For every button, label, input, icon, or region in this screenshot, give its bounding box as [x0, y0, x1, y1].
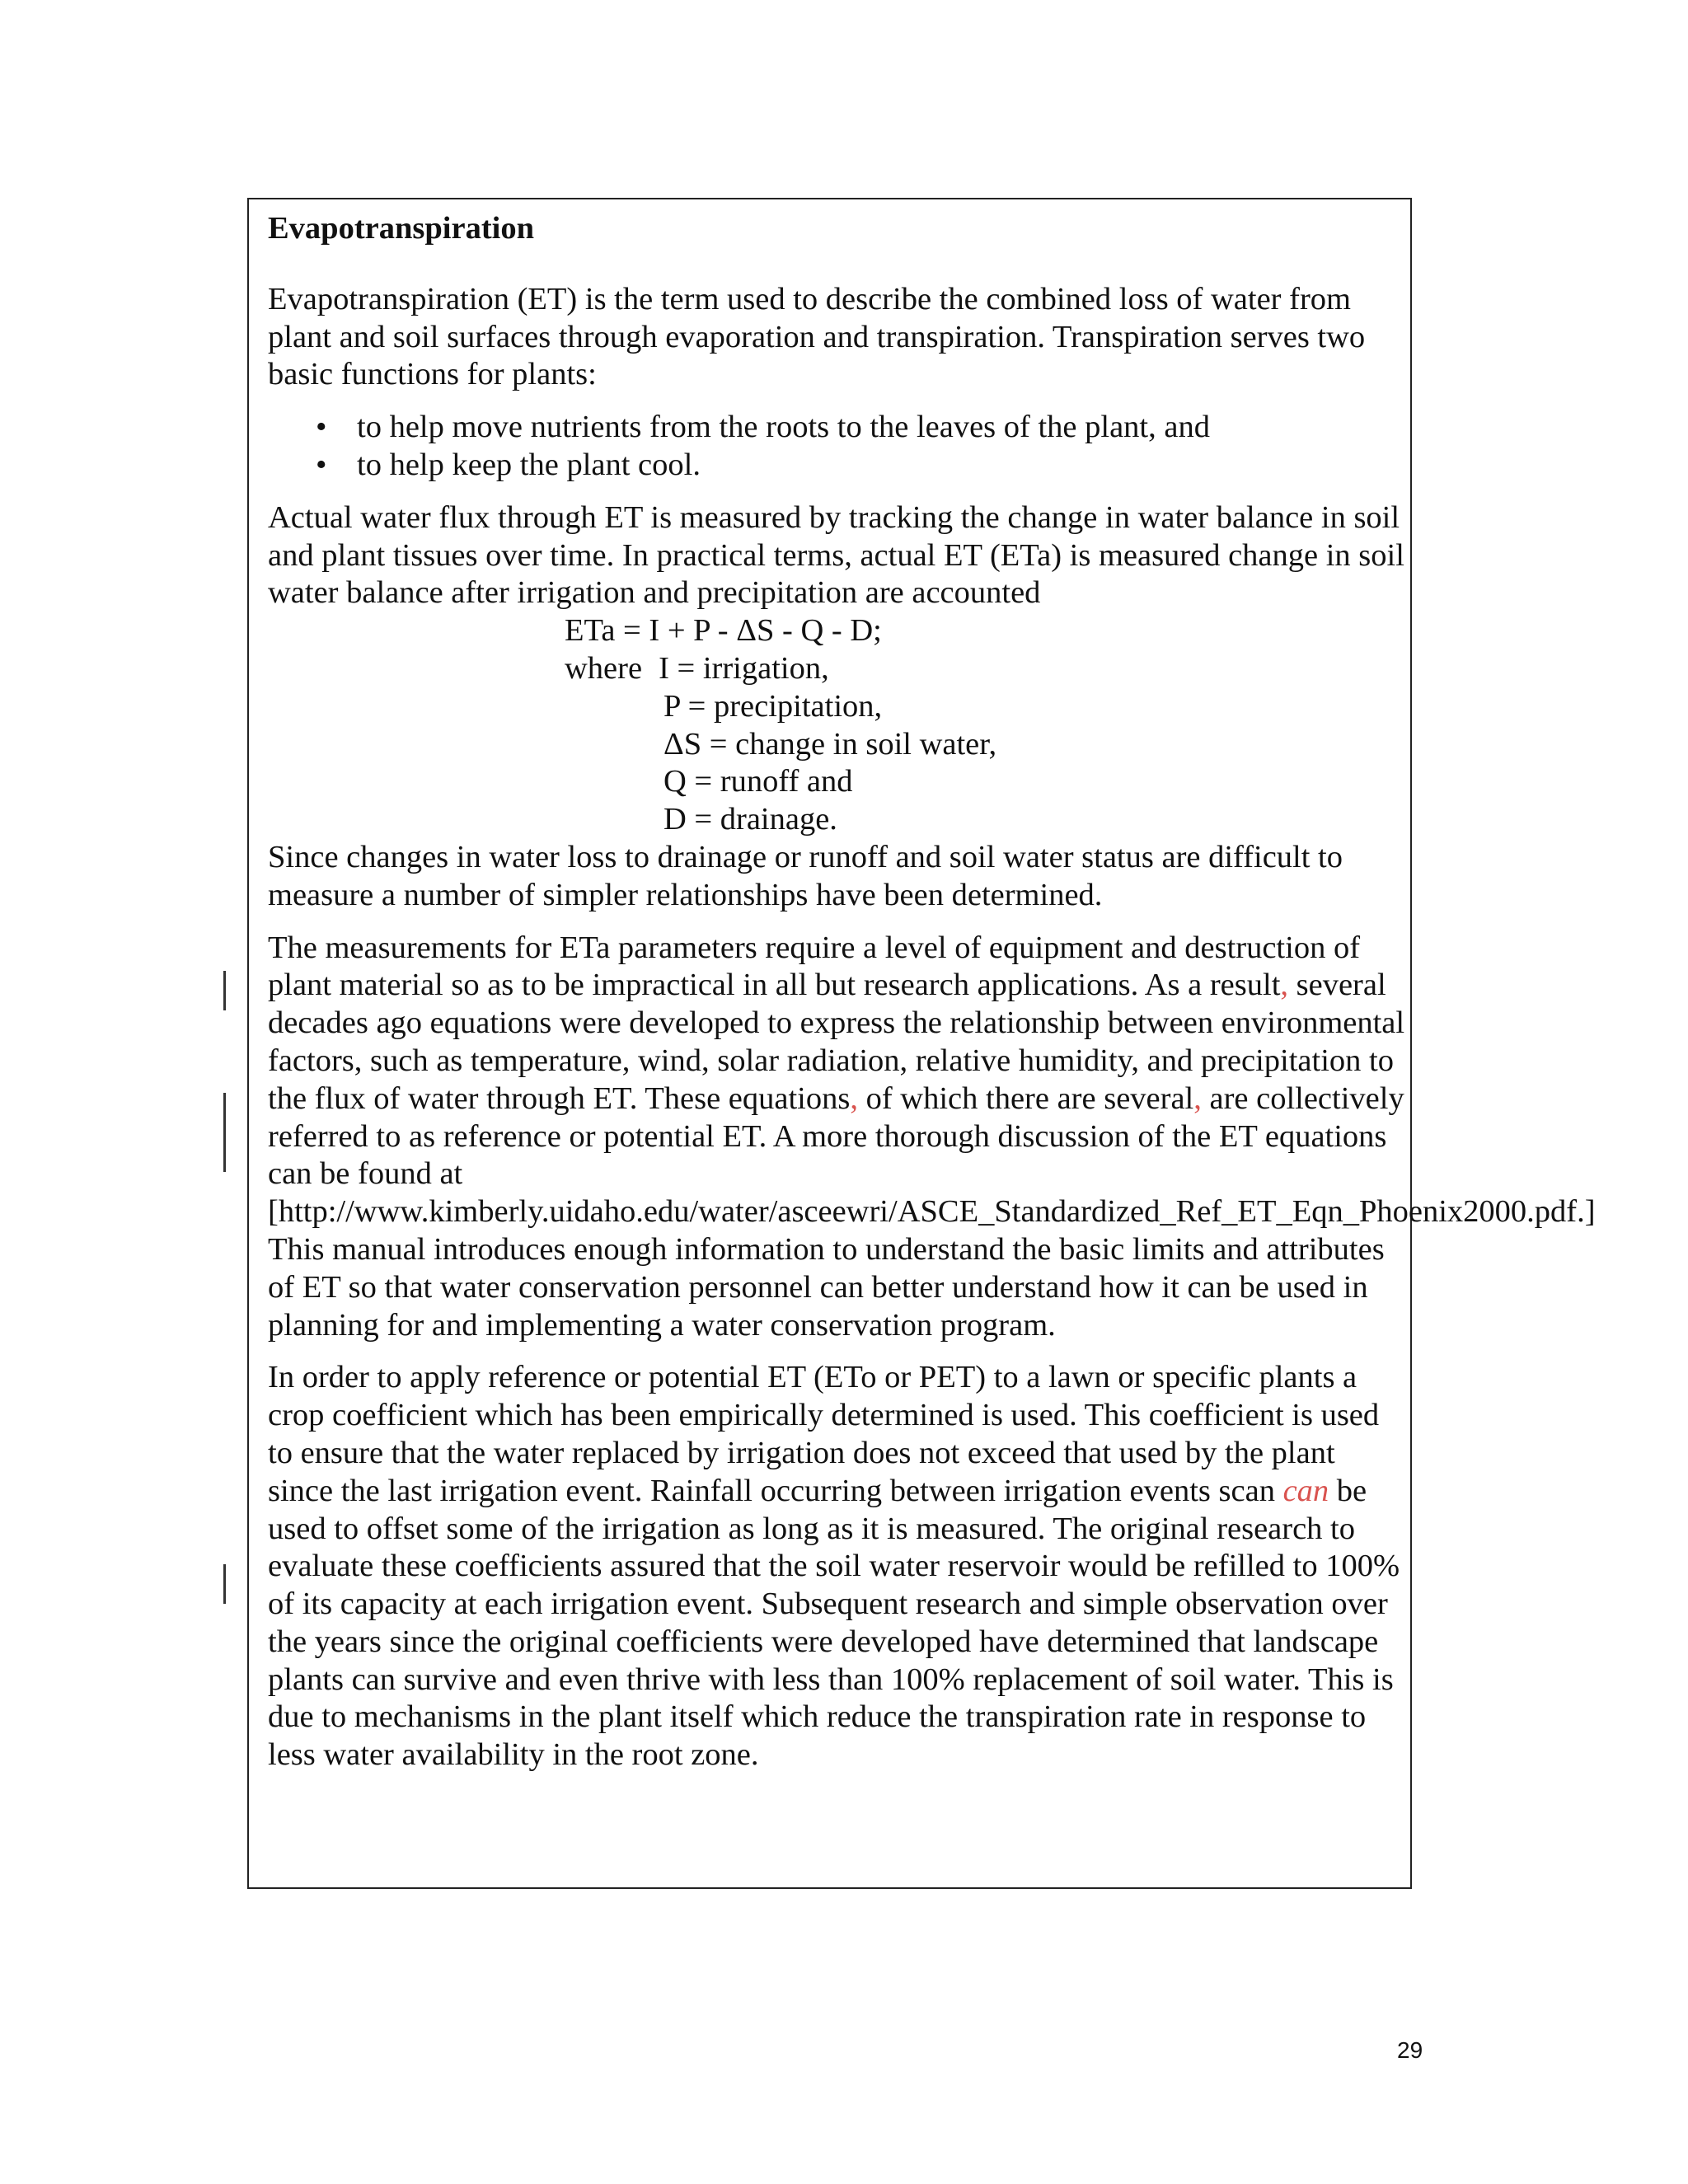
revision-mark: , [850, 1080, 858, 1116]
since-paragraph: Since changes in water loss to drainage or runoff and soil water status are difficult to measure a number of simpler relationships have been determined. [268, 839, 1343, 912]
equation-where-row [268, 650, 1405, 688]
list-item: • to help move nutrients from the roots to the leaves of the plant, and [268, 409, 1405, 447]
equation-term: ΔS = change in soil water, [663, 726, 997, 762]
change-bar [223, 1564, 226, 1604]
list-item: • to help keep the plant cool. [268, 447, 1405, 485]
page-number: 29 [1397, 2037, 1423, 2063]
change-bar [223, 1093, 226, 1172]
function-list [268, 409, 1405, 485]
section-title: Evapotranspiration [268, 211, 535, 246]
coefficient-paragraph: In order to apply reference or potential ET (ETo or PET) to a lawn or specific plants a crop coefficient which has been empirically determined is used. This coefficient is used to ensure that the water replaced by irrigation does not exceed that used by the plant since the last irrigation event. Rainfall occurring between irrigation events scan can be used to offset some of the irrigation as long as it is measured. The original research to evaluate these coefficients assured that the soil water reservoir would be refilled to 100% of its capacity at each irrigation event. Subsequent research and simple observation over the years since the original coefficients were developed have determined that landscape plants can survive and even thrive with less than 100% replacement of soil water. This is due to mechanisms in the plant itself which reduce the transpiration rate in response to less water availability in the root zone. [268, 1360, 1400, 1773]
bullet-icon: • [316, 410, 327, 445]
equation-term: I = irrigation, [659, 650, 829, 686]
bullet-icon: • [316, 447, 327, 482]
water-balance-equation [268, 612, 1405, 839]
inserted-word: can [1282, 1473, 1329, 1508]
equation-term: P = precipitation, [663, 688, 883, 724]
equation-formula: ETa = I + P - ΔS - Q - D; [565, 613, 882, 649]
revision-mark: , [1193, 1080, 1202, 1116]
measurements-paragraph: The measurements for ETa parameters require a level of equipment and destruction of plant material so as to be impractical in all but research applications. As a result, several decades ago equations were developed to express the relationship between environmental factors, such as temperature, wind, solar radiation, relative humidity, and precipitation to the flux of water through ET. These equations, of which there are several, are collectively referred to as reference or potential ET. A more thorough discussion of the ET equations can be found at [http://www.kimberly.uidaho.edu/water/asceewri/ASCE_Standardized_Ref_ET_Eqn_Phoenix2000.pdf.] This manual introduces enough information to understand the basic limits and attributes of ET so that water conservation personnel can better understand how it can be used in planning for and implementing a water conservation program. [268, 930, 1596, 1343]
change-bar [223, 971, 226, 1010]
equation-term: Q = runoff and [663, 764, 853, 799]
revision-mark: , [1280, 968, 1289, 1003]
intro-paragraph: Evapotranspiration (ET) is the term used to describe the combined loss of water from plant and soil surfaces through evaporation and transpiration. Transpiration serves two basic functions for plants: [268, 281, 1366, 392]
where-label: where [565, 650, 643, 686]
actual-flux-paragraph: Actual water flux through ET is measured by tracking the change in water balance in soil and plant tissues over time. In practical terms, actual ET (ETa) is measured change in soil water balance after irrigation and precipitation are accounted [268, 499, 1404, 611]
equation-term: D = drainage. [663, 802, 837, 837]
document-content [268, 210, 1596, 1774]
